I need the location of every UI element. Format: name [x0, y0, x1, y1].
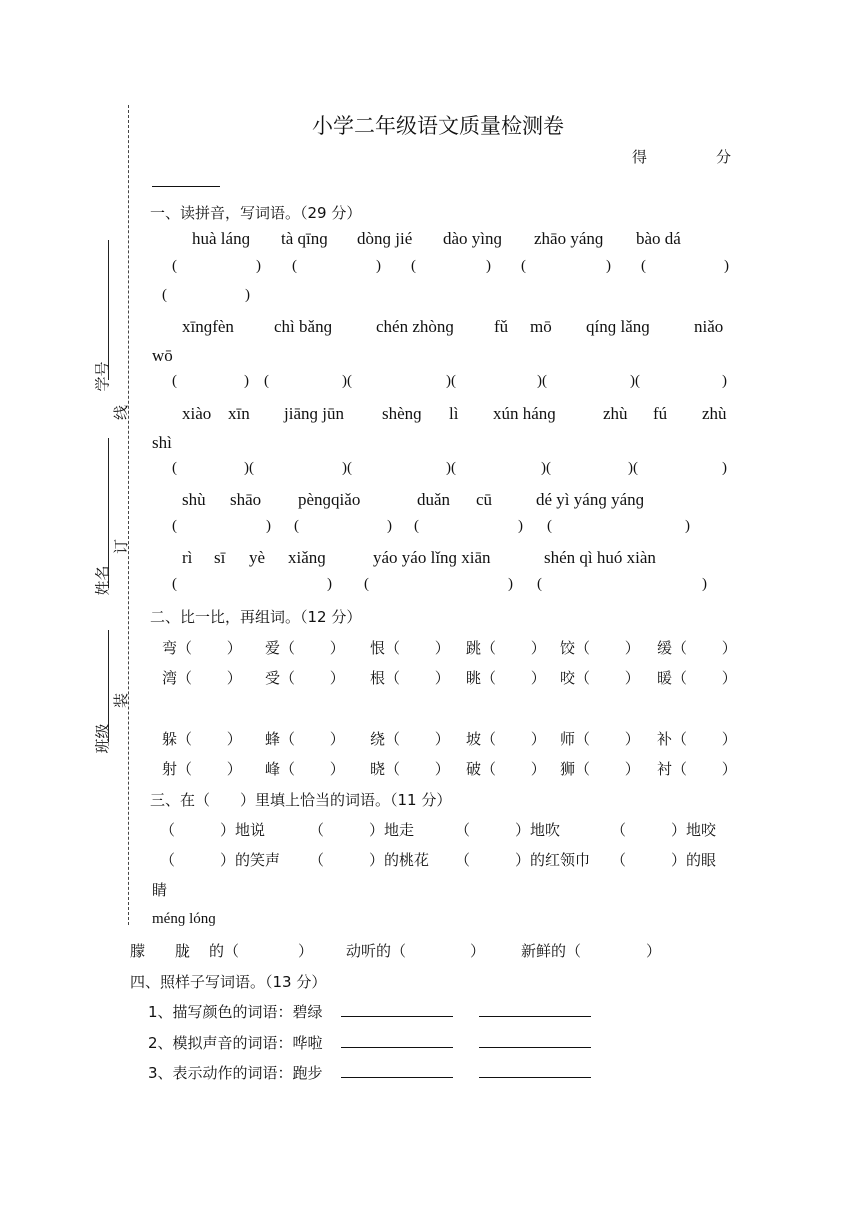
compare-char: 湾 — [162, 669, 178, 687]
compare-answer-blank[interactable]: （ ） — [385, 639, 450, 657]
fill-suffix: 地吹 — [530, 821, 561, 839]
pinyin: chén zhònɡ — [376, 317, 454, 336]
pinyin: xún hánɡ — [493, 404, 556, 423]
fill-blank-open[interactable]: 新鲜的（ — [521, 942, 582, 960]
compare-char: 弯 — [162, 639, 178, 657]
answer-line[interactable] — [341, 1033, 453, 1048]
compare-answer-blank[interactable]: （ ） — [177, 760, 242, 778]
paren: )( — [446, 460, 456, 476]
section-1-heading: 一、读拼音，写词语。（29 分） — [150, 204, 362, 222]
pinyin: dé yì yánɡ yánɡ — [536, 490, 645, 509]
name-label: 姓名 — [93, 565, 112, 596]
compare-item — [162, 667, 242, 688]
paren: )( — [537, 373, 547, 389]
answer-blank[interactable]: ( — [547, 518, 552, 534]
compare-char: 躲 — [162, 730, 178, 748]
example-item — [148, 1032, 617, 1053]
compare-item — [466, 637, 546, 658]
answer-blank[interactable]: ( — [294, 518, 299, 534]
fill-blank-close: ） — [470, 942, 486, 960]
pinyin: zhù — [702, 404, 727, 423]
fill-blank-open[interactable]: 动听的（ — [346, 942, 407, 960]
fill-item — [611, 819, 716, 840]
compare-answer-blank[interactable]: （ ） — [280, 730, 345, 748]
section-2-heading: 二、比一比，再组词。（12 分） — [150, 608, 362, 626]
compare-char: 坡 — [466, 730, 482, 748]
fill-item — [309, 819, 414, 840]
student-id-label: 学号 — [93, 361, 112, 392]
compare-char: 受 — [265, 669, 281, 687]
fill-suffix: 的红领巾 — [530, 851, 591, 869]
answer-blank[interactable]: ( — [414, 518, 419, 534]
pinyin: shù — [182, 490, 206, 509]
compare-answer-blank[interactable]: （ ） — [672, 639, 737, 657]
fill-suffix: 地走 — [384, 821, 415, 839]
fill-suffix: 的桃花 — [384, 851, 430, 869]
fill-item — [160, 849, 280, 870]
paren: )( — [630, 373, 640, 389]
answer-blank[interactable]: ( — [172, 576, 177, 592]
compare-char: 射 — [162, 760, 178, 778]
pinyin: xiào — [182, 404, 212, 423]
pinyin: shāo — [230, 490, 262, 509]
pinyin: shén qì huó xiàn — [544, 548, 656, 567]
pinyin: fú — [653, 404, 668, 423]
compare-item — [370, 728, 450, 749]
compare-item — [265, 637, 345, 658]
answer-blank[interactable]: ( — [172, 460, 177, 476]
compare-item — [370, 667, 450, 688]
compare-char: 师 — [560, 730, 576, 748]
pinyin: yè — [249, 548, 266, 567]
paren: ) — [722, 373, 727, 389]
compare-item — [657, 758, 737, 779]
answer-blank[interactable]: ( — [162, 287, 167, 303]
fill-answer-blank[interactable]: （ ） — [309, 851, 385, 869]
pinyin: yáo yáo lǐnɡ xiān — [373, 548, 491, 567]
compare-answer-blank[interactable]: （ ） — [481, 760, 546, 778]
compare-item — [560, 728, 640, 749]
compare-item — [560, 637, 640, 658]
compare-item — [657, 667, 737, 688]
compare-item — [265, 728, 345, 749]
compare-char: 咬 — [560, 669, 576, 687]
score-blank — [152, 186, 220, 187]
compare-answer-blank[interactable]: （ ） — [385, 760, 450, 778]
fill-answer-blank[interactable]: （ ） — [160, 851, 236, 869]
pinyin: qínɡ lǎnɡ — [586, 317, 650, 336]
compare-char: 眺 — [466, 669, 482, 687]
fill-suffix: 地咬 — [686, 821, 717, 839]
fill-item — [455, 849, 590, 870]
paren: ) — [266, 518, 271, 534]
fill-answer-blank[interactable]: （ ） — [309, 821, 385, 839]
paren: ) — [244, 373, 249, 389]
paren: ) — [508, 576, 513, 592]
answer-blank[interactable]: ( — [364, 576, 369, 592]
pinyin: fǔ — [494, 317, 509, 336]
fill-blank-close: ） — [646, 942, 662, 960]
paren: ) — [518, 518, 523, 534]
pinyin: zhù — [603, 404, 628, 423]
compare-answer-blank[interactable]: （ ） — [481, 730, 546, 748]
pinyin: tà qīnɡ — [281, 229, 328, 248]
compare-answer-blank[interactable]: （ ） — [280, 760, 345, 778]
pinyin: chì bǎnɡ — [274, 317, 333, 336]
fill-answer-blank[interactable]: （ ） — [611, 821, 687, 839]
fill-row-2-wrap: 睛 — [152, 881, 168, 899]
answer-blank[interactable]: ( — [521, 258, 526, 274]
pinyin: duǎn — [417, 490, 451, 509]
paren: ) — [327, 576, 332, 592]
compare-answer-blank[interactable]: （ ） — [280, 669, 345, 687]
pinyin: jiānɡ jūn — [284, 404, 344, 423]
example-label: 1、描写颜色的词语：碧绿 — [148, 1003, 323, 1021]
paren: )( — [446, 373, 456, 389]
paren: ) — [702, 576, 707, 592]
compare-char: 爱 — [265, 639, 281, 657]
pinyin: huà lánɡ — [192, 229, 251, 248]
pinyin: dào yìnɡ — [443, 229, 503, 248]
answer-blank[interactable]: ( — [292, 258, 297, 274]
fill-answer-blank[interactable]: （ ） — [455, 851, 531, 869]
pinyin: shènɡ — [382, 404, 422, 423]
compare-char: 饺 — [560, 639, 576, 657]
answer-line[interactable] — [479, 1002, 591, 1017]
compare-char: 晓 — [370, 760, 386, 778]
pinyin: wō — [152, 346, 173, 365]
compare-char: 暖 — [657, 669, 673, 687]
fill-blank-close: ） — [298, 942, 314, 960]
binding-dashed-line — [128, 105, 129, 925]
compare-item — [657, 637, 737, 658]
compare-item — [265, 758, 345, 779]
compare-item — [162, 637, 242, 658]
pinyin: bào dá — [636, 229, 681, 248]
paren: ) — [724, 258, 729, 274]
compare-char: 衬 — [657, 760, 673, 778]
pinyin: zhāo yánɡ — [534, 229, 604, 248]
compare-item — [370, 637, 450, 658]
compare-char: 破 — [466, 760, 482, 778]
paren: )( — [628, 460, 638, 476]
answer-line[interactable] — [341, 1002, 453, 1017]
paren: ) — [486, 258, 491, 274]
section-3-heading: 三、在（ ）里填上恰当的词语。（11 分） — [150, 791, 452, 809]
ding-label: 订 — [112, 538, 131, 555]
compare-item — [162, 728, 242, 749]
fill-item — [160, 819, 265, 840]
answer-blank[interactable]: ( — [411, 258, 416, 274]
compare-char: 狮 — [560, 760, 576, 778]
pinyin: pènɡqiǎo — [298, 490, 361, 509]
answer-line[interactable] — [479, 1063, 591, 1078]
compare-char: 蜂 — [265, 730, 281, 748]
paren: )( — [342, 373, 352, 389]
zhuang-label: 装 — [112, 692, 131, 709]
pinyin: niǎo — [694, 317, 724, 336]
menglong-pinyin: ménɡ lónɡ — [152, 911, 216, 927]
score-label-de: 得 — [632, 148, 648, 166]
compare-char: 恨 — [370, 639, 386, 657]
compare-item — [560, 667, 640, 688]
compare-item — [162, 758, 242, 779]
section-4-heading: 四、照样子写词语。（13 分） — [130, 973, 327, 991]
compare-item — [466, 758, 546, 779]
paren: ) — [387, 518, 392, 534]
compare-item — [560, 758, 640, 779]
compare-answer-blank[interactable]: （ ） — [385, 669, 450, 687]
compare-answer-blank[interactable]: （ ） — [672, 730, 737, 748]
compare-answer-blank[interactable]: （ ） — [177, 639, 242, 657]
example-label: 2、模拟声音的词语：哗啦 — [148, 1034, 323, 1052]
compare-answer-blank[interactable]: （ ） — [177, 669, 242, 687]
pinyin: cū — [476, 490, 493, 509]
pinyin: rì — [182, 548, 193, 567]
class-label: 班级 — [93, 723, 112, 754]
answer-blank[interactable]: ( — [172, 373, 177, 389]
paren: )( — [541, 460, 551, 476]
pinyin: sī — [214, 548, 226, 567]
xian-label: 线 — [112, 404, 131, 421]
compare-char: 缓 — [657, 639, 673, 657]
compare-char: 绕 — [370, 730, 386, 748]
fill-item — [611, 849, 716, 870]
fill-answer-blank[interactable]: （ ） — [160, 821, 236, 839]
paren: )( — [244, 460, 254, 476]
compare-answer-blank[interactable]: （ ） — [481, 639, 546, 657]
paren: ) — [256, 258, 261, 274]
compare-answer-blank[interactable]: （ ） — [575, 639, 640, 657]
pinyin: xīn — [228, 404, 250, 423]
pinyin: xīnɡfèn — [182, 317, 234, 336]
example-item — [148, 1001, 617, 1022]
answer-line[interactable] — [341, 1063, 453, 1078]
paren: ) — [685, 518, 690, 534]
example-label: 3、表示动作的词语：跑步 — [148, 1064, 323, 1082]
compare-item — [265, 667, 345, 688]
paren: ) — [376, 258, 381, 274]
answer-blank[interactable]: ( — [537, 576, 542, 592]
menglong-char-2: 胧 — [175, 942, 191, 960]
pinyin: lì — [449, 404, 459, 423]
compare-answer-blank[interactable]: （ ） — [575, 730, 640, 748]
compare-char: 峰 — [265, 760, 281, 778]
fill-suffix: 的笑声 — [235, 851, 281, 869]
compare-answer-blank[interactable]: （ ） — [672, 760, 737, 778]
fill-suffix: 的眼 — [686, 851, 717, 869]
fill-item — [309, 849, 429, 870]
compare-answer-blank[interactable]: （ ） — [177, 730, 242, 748]
pinyin: mō — [530, 317, 552, 336]
pinyin: shì — [152, 433, 172, 452]
student-id-blank — [108, 240, 109, 380]
compare-answer-blank[interactable]: （ ） — [385, 730, 450, 748]
paren: ) — [722, 460, 727, 476]
page-title: 小学二年级语文质量检测卷 — [312, 114, 564, 138]
compare-char: 跳 — [466, 639, 482, 657]
paren: )( — [342, 460, 352, 476]
answer-blank[interactable]: ( — [172, 258, 177, 274]
compare-item — [466, 728, 546, 749]
fill-item — [455, 819, 560, 840]
fill-answer-blank[interactable]: （ ） — [455, 821, 531, 839]
compare-answer-blank[interactable]: （ ） — [575, 760, 640, 778]
fill-blank-open[interactable]: 的（ — [209, 942, 240, 960]
answer-blank[interactable]: ( — [264, 373, 269, 389]
example-item — [148, 1062, 617, 1083]
compare-char: 根 — [370, 669, 386, 687]
pinyin: xiǎnɡ — [288, 548, 326, 567]
answer-line[interactable] — [479, 1033, 591, 1048]
paren: ) — [606, 258, 611, 274]
answer-blank[interactable]: ( — [172, 518, 177, 534]
score-label-fen: 分 — [716, 148, 732, 166]
compare-item — [657, 728, 737, 749]
answer-blank[interactable]: ( — [641, 258, 646, 274]
compare-answer-blank[interactable]: （ ） — [575, 669, 640, 687]
pinyin: dònɡ jié — [357, 229, 413, 248]
compare-answer-blank[interactable]: （ ） — [481, 669, 546, 687]
compare-answer-blank[interactable]: （ ） — [672, 669, 737, 687]
compare-char: 补 — [657, 730, 673, 748]
fill-suffix: 地说 — [235, 821, 266, 839]
compare-answer-blank[interactable]: （ ） — [280, 639, 345, 657]
menglong-char-1: 朦 — [130, 942, 146, 960]
fill-answer-blank[interactable]: （ ） — [611, 851, 687, 869]
compare-item — [370, 758, 450, 779]
compare-item — [466, 667, 546, 688]
paren: ) — [245, 287, 250, 303]
